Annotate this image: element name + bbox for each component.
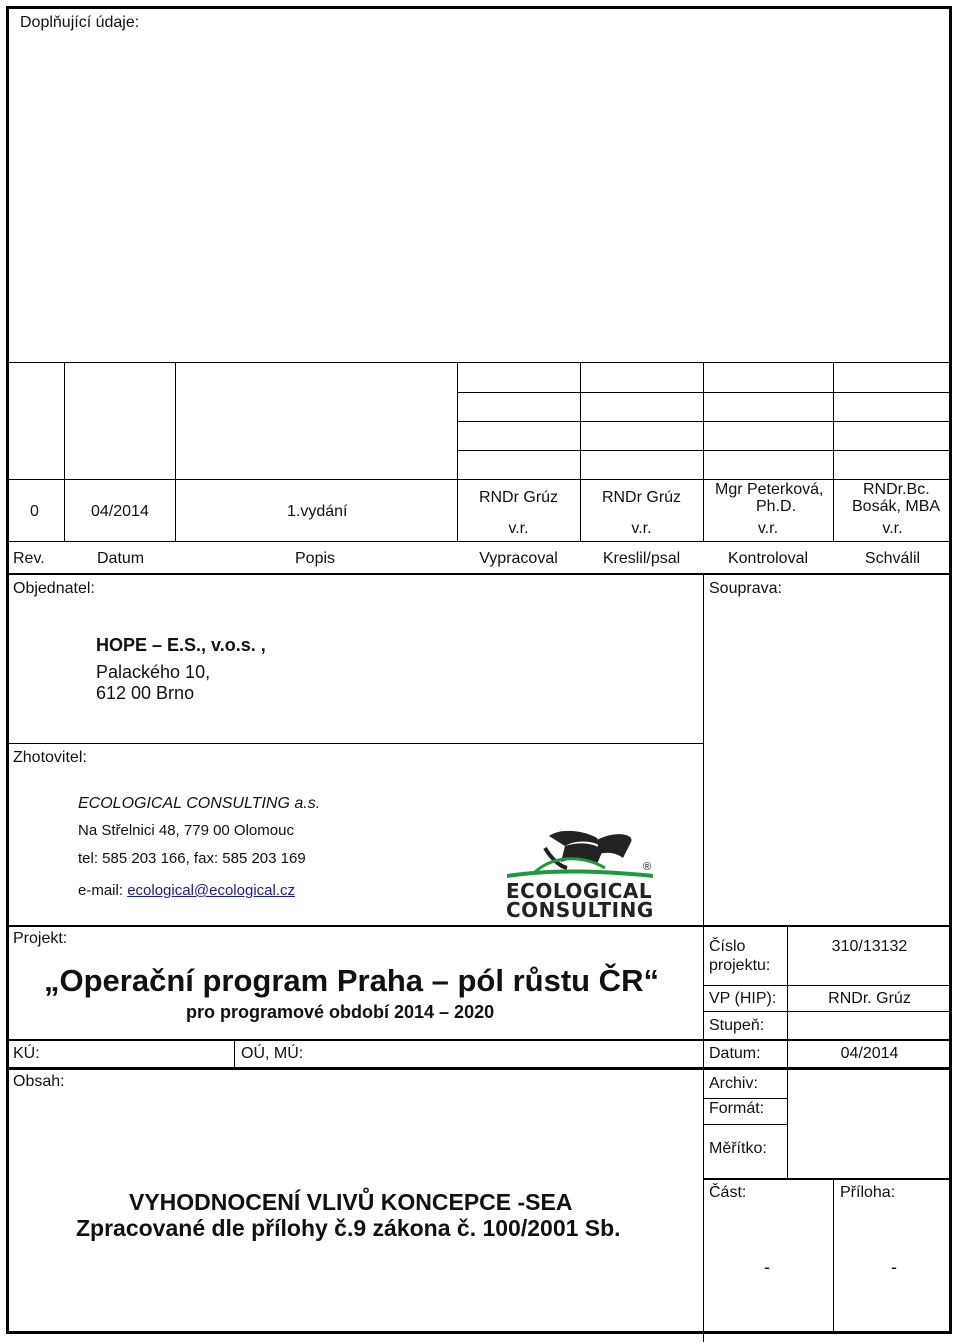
project-number: 310/13132	[831, 938, 908, 955]
ou-label: OÚ, MÚ:	[241, 1045, 304, 1062]
project-number-label2: projektu:	[709, 957, 771, 974]
format-label: Formát:	[709, 1100, 765, 1117]
date-value: 04/2014	[840, 1045, 899, 1062]
ku-label: KÚ:	[13, 1045, 40, 1062]
contractor-email-link[interactable]: ecological@ecological.cz	[127, 882, 295, 899]
stage-label: Stupeň:	[709, 1017, 765, 1034]
contractor-name: ECOLOGICAL CONSULTING a.s.	[78, 795, 321, 812]
date-label: Datum:	[709, 1045, 761, 1062]
content-line2: Zpracované dle přílohy č.9 zákona č. 100/2001 Sb.	[76, 1215, 621, 1241]
project-number-label1: Číslo	[709, 938, 746, 955]
header-checked: Kontroloval	[727, 550, 809, 567]
part-value: -	[764, 1257, 770, 1277]
project-label: Projekt:	[13, 930, 68, 947]
client-address2: 612 00 Brno	[96, 683, 195, 703]
vp-label: VP (HIP):	[709, 990, 777, 1007]
rev-approved-line2: Bosák, MBA	[852, 498, 941, 515]
set-label: Souprava:	[709, 580, 782, 597]
client-name: HOPE – E.S., v.o.s. ,	[96, 635, 266, 655]
rev-approved-line1: RNDr.Bc.	[863, 481, 930, 498]
logo-registered: ®	[643, 861, 652, 873]
rev-checked-vr: v.r.	[757, 520, 779, 537]
revision-table-top	[9, 362, 952, 363]
header-date: Datum	[97, 550, 145, 567]
rev-checked-line1: Mgr Peterková,	[715, 481, 824, 498]
rev-drawn: RNDr Grúz	[601, 489, 682, 506]
scale-label: Měřítko:	[709, 1140, 767, 1157]
contractor-phone: tel: 585 203 166, fax: 585 203 169	[78, 850, 306, 867]
rev-drawn-vr: v.r.	[631, 520, 652, 537]
archive-label: Archiv:	[709, 1075, 758, 1092]
rev-number: 0	[30, 503, 39, 520]
rev-date: 04/2014	[91, 503, 149, 520]
header-drafted: Vypracoval	[479, 550, 558, 567]
logo-line2: CONSULTING	[506, 898, 654, 922]
project-title: „Operační program Praha – pól růstu ČR“	[44, 963, 659, 998]
butterfly-logo-icon	[505, 828, 655, 880]
rev-checked-line2: Ph.D.	[756, 498, 797, 515]
content-line1: VYHODNOCENÍ VLIVŮ KONCEPCE -SEA	[129, 1189, 573, 1215]
contractor-label: Zhotovitel:	[13, 749, 87, 766]
rev-description: 1.vydání	[287, 503, 348, 520]
header-drawn: Kreslil/psal	[602, 550, 681, 567]
attachment-label: Příloha:	[840, 1184, 896, 1201]
vp-value: RNDr. Grúz	[828, 990, 911, 1007]
rev-approved-vr: v.r.	[882, 520, 903, 537]
rev-drafted: RNDr Grúz	[478, 489, 559, 506]
logo-line1: ECOLOGICAL	[506, 879, 653, 903]
supplementary-label: Doplňující údaje:	[20, 14, 140, 31]
header-description: Popis	[295, 550, 336, 567]
header-approved: Schválil	[864, 550, 921, 567]
attachment-value: -	[891, 1257, 897, 1277]
contractor-address: Na Střelnici 48, 779 00 Olomouc	[78, 822, 294, 839]
contractor-email-row: e-mail: ecological@ecological.cz	[78, 882, 295, 899]
header-rev: Rev.	[13, 550, 45, 567]
rev-drafted-vr: v.r.	[508, 520, 529, 537]
project-subtitle: pro programové období 2014 – 2020	[186, 1002, 495, 1022]
part-label: Část:	[709, 1184, 747, 1201]
client-address1: Palackého 10,	[96, 662, 211, 682]
content-label: Obsah:	[13, 1073, 65, 1090]
client-label: Objednatel:	[13, 580, 95, 597]
